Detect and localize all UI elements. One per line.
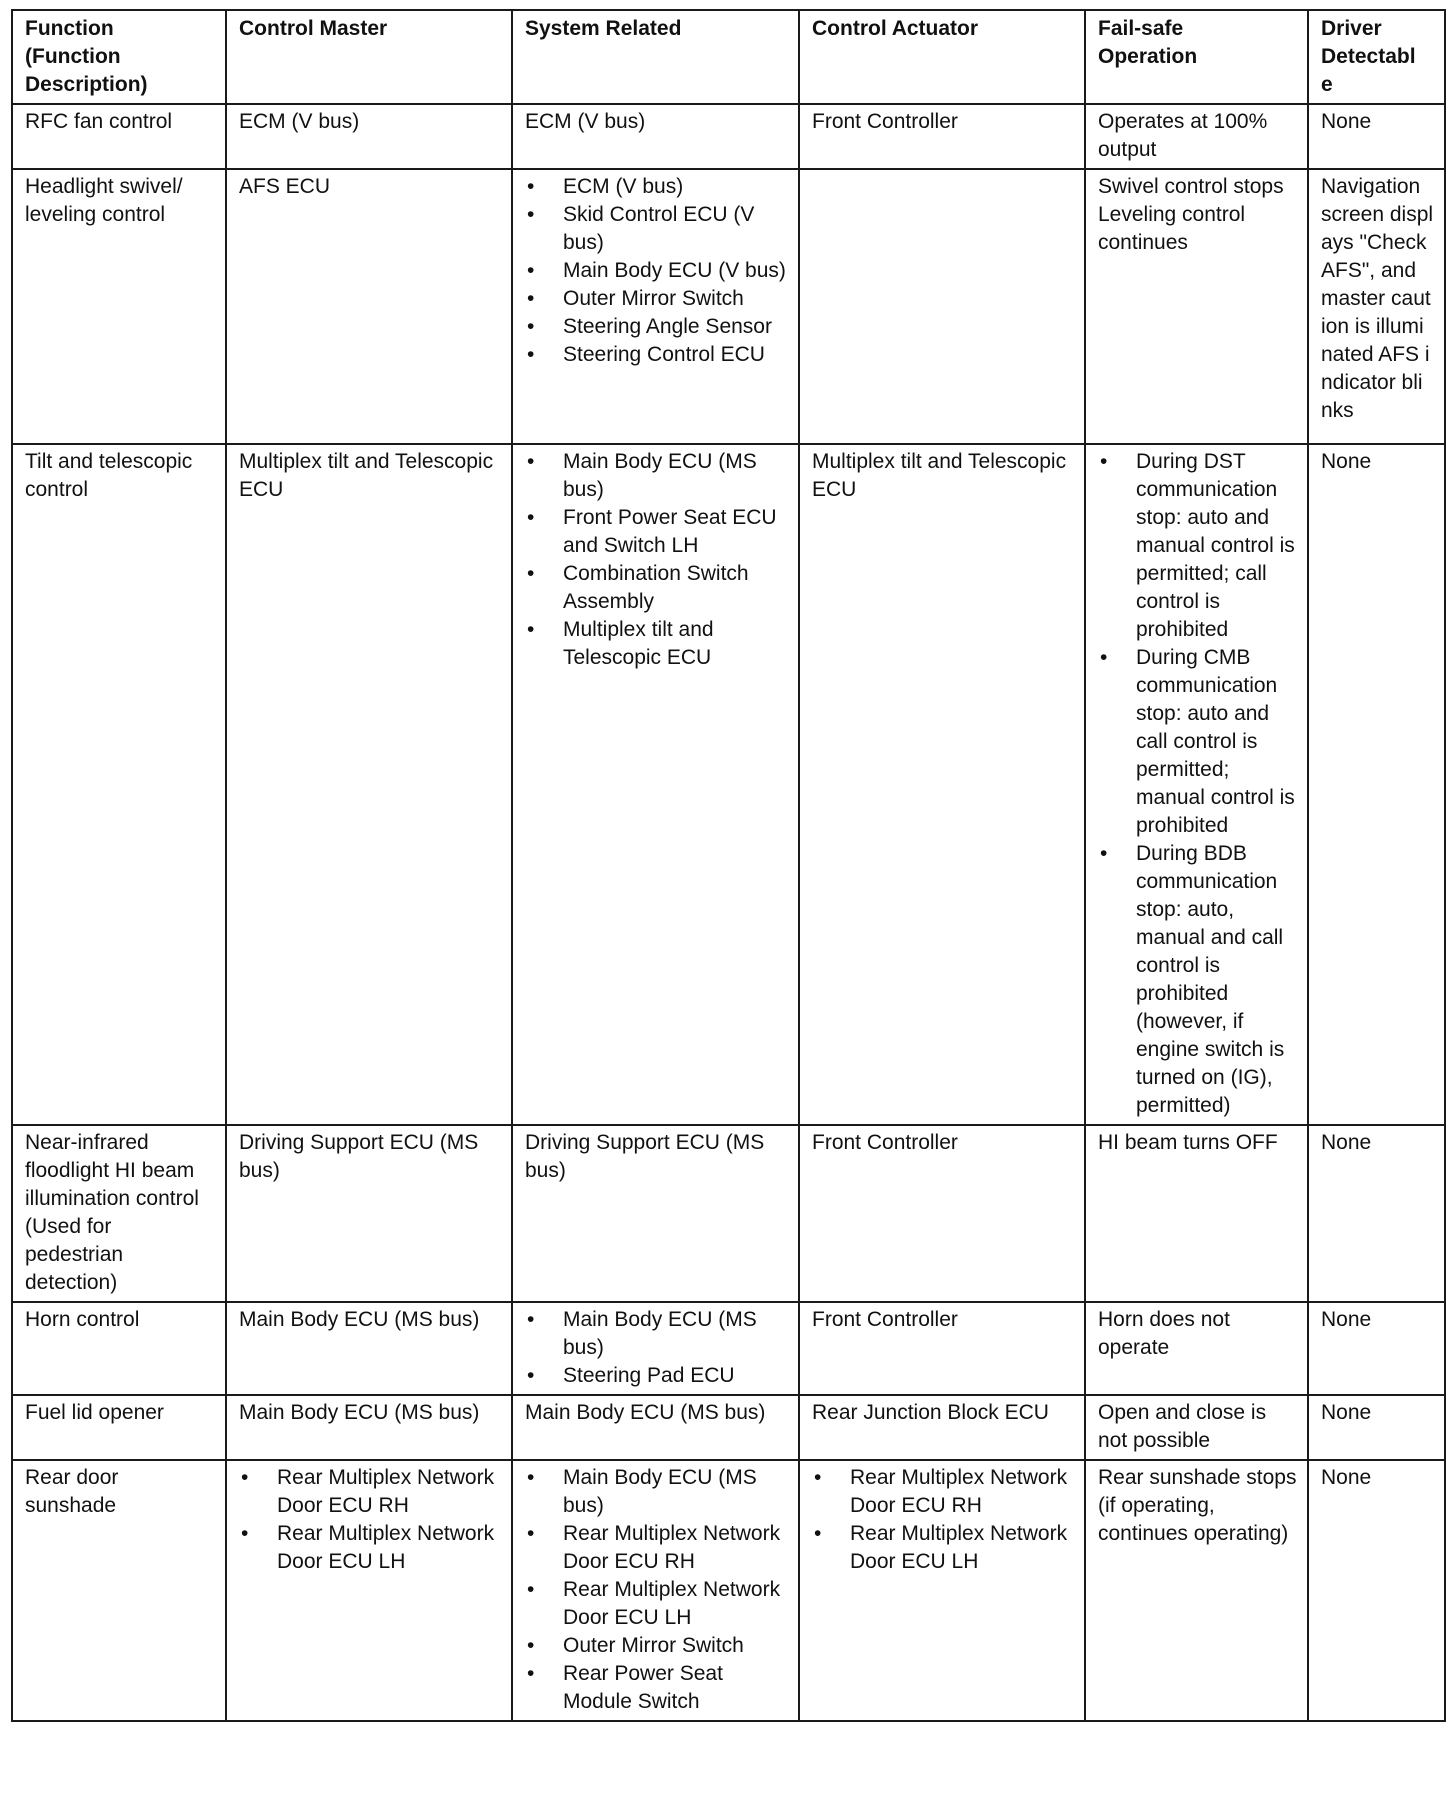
- header-line: Driver: [1321, 17, 1382, 40]
- header-line: Control Actuator: [812, 17, 979, 40]
- bullet-item: • Rear Multiplex Network Door ECU LH: [239, 1520, 501, 1576]
- header-line: Fail-safe: [1098, 17, 1184, 40]
- header-line: Control Master: [239, 17, 388, 40]
- system-related-cell: ECM (V bus): [512, 104, 799, 169]
- bullet-item: • Steering Control ECU: [525, 341, 788, 369]
- header-driver-detectable: [1308, 10, 1445, 104]
- function-cell: Fuel lid opener: [12, 1395, 226, 1460]
- header-control-master: [226, 10, 512, 104]
- fail-safe-cell: [1085, 444, 1308, 1125]
- function-cell: Near-infrared floodlight HI beam illumination control (Used for pedestrian detection): [12, 1125, 226, 1302]
- bullet-list: [1098, 448, 1297, 1120]
- system-related-cell: [512, 444, 799, 1125]
- bullet-item: • Rear Multiplex Network Door ECU LH: [525, 1576, 788, 1632]
- table-row: [12, 444, 1445, 1125]
- control-master-cell: ECM (V bus): [226, 104, 512, 169]
- header-line: Description): [25, 73, 148, 96]
- control-actuator-cell: Front Controller: [799, 1302, 1085, 1395]
- driver-detectable-cell: None: [1308, 1125, 1445, 1302]
- fail-safe-table: [11, 9, 1446, 1722]
- bullet-item: • Rear Multiplex Network Door ECU RH: [525, 1520, 788, 1576]
- table-body: [12, 104, 1445, 1721]
- function-cell: Horn control: [12, 1302, 226, 1395]
- bullet-item: • Steering Pad ECU: [525, 1362, 788, 1390]
- fail-safe-cell: Rear sunshade stops (if operating, continues operating): [1085, 1460, 1308, 1721]
- table-row: [12, 1460, 1445, 1721]
- table-row: [12, 1395, 1445, 1460]
- control-actuator-cell: Multiplex tilt and Telescopic ECU: [799, 444, 1085, 1125]
- bullet-item: • Outer Mirror Switch: [525, 1632, 788, 1660]
- system-related-cell: [512, 1302, 799, 1395]
- control-actuator-cell: Rear Junction Block ECU: [799, 1395, 1085, 1460]
- bullet-list: [525, 173, 788, 369]
- control-master-cell: AFS ECU: [226, 169, 512, 444]
- header-system-related: [512, 10, 799, 104]
- table-row: [12, 104, 1445, 169]
- fail-safe-cell: Horn does not operate: [1085, 1302, 1308, 1395]
- table-row: [12, 1125, 1445, 1302]
- bullet-list: [525, 1464, 788, 1716]
- system-related-cell: [512, 169, 799, 444]
- table-row: [12, 1302, 1445, 1395]
- system-related-cell: [512, 1460, 799, 1721]
- bullet-item: • Rear Multiplex Network Door ECU RH: [812, 1464, 1074, 1520]
- bullet-item: • ECM (V bus): [525, 173, 788, 201]
- system-related-cell: Main Body ECU (MS bus): [512, 1395, 799, 1460]
- bullet-item: • Main Body ECU (MS bus): [525, 1306, 788, 1362]
- control-master-cell: Multiplex tilt and Telescopic ECU: [226, 444, 512, 1125]
- control-actuator-cell: Front Controller: [799, 1125, 1085, 1302]
- function-cell: Headlight swivel/ leveling control: [12, 169, 226, 444]
- header-control-actuator: [799, 10, 1085, 104]
- header-row: [12, 10, 1445, 104]
- fail-safe-cell: Open and close is not possible: [1085, 1395, 1308, 1460]
- bullet-item: • Rear Multiplex Network Door ECU RH: [239, 1464, 501, 1520]
- control-actuator-cell: [799, 169, 1085, 444]
- bullet-item: • During BDB communication stop: auto, manual and call control is prohibited (however, if engine switch is turned on (IG), permitted): [1098, 840, 1297, 1120]
- fail-safe-cell: Swivel control stops Leveling control continues: [1085, 169, 1308, 444]
- header-fail-safe-operation: [1085, 10, 1308, 104]
- bullet-item: • Steering Angle Sensor: [525, 313, 788, 341]
- driver-detectable-cell: Navigation screen displays "Check AFS", and master caution is illuminated AFS indicator blinks: [1308, 169, 1445, 444]
- control-actuator-cell: [799, 1460, 1085, 1721]
- system-related-cell: Driving Support ECU (MS bus): [512, 1125, 799, 1302]
- bullet-item: • Skid Control ECU (V bus): [525, 201, 788, 257]
- header-line: e: [1321, 73, 1333, 96]
- header-line: Operation: [1098, 45, 1198, 68]
- header-function: [12, 10, 226, 104]
- bullet-list: [812, 1464, 1074, 1576]
- header-line: Function: [25, 17, 114, 40]
- bullet-item: • Outer Mirror Switch: [525, 285, 788, 313]
- header-line: Detectabl: [1321, 45, 1416, 68]
- driver-detectable-cell: None: [1308, 1460, 1445, 1721]
- fail-safe-cell: HI beam turns OFF: [1085, 1125, 1308, 1302]
- bullet-item: • Multiplex tilt and Telescopic ECU: [525, 616, 788, 672]
- driver-detectable-cell: None: [1308, 444, 1445, 1125]
- bullet-item: • Main Body ECU (MS bus): [525, 448, 788, 504]
- fail-safe-cell: Operates at 100% output: [1085, 104, 1308, 169]
- bullet-item: • Main Body ECU (V bus): [525, 257, 788, 285]
- control-actuator-cell: Front Controller: [799, 104, 1085, 169]
- table-row: [12, 169, 1445, 444]
- control-master-cell: Driving Support ECU (MS bus): [226, 1125, 512, 1302]
- bullet-item: • Main Body ECU (MS bus): [525, 1464, 788, 1520]
- driver-detectable-cell: None: [1308, 1395, 1445, 1460]
- bullet-list: [239, 1464, 501, 1576]
- bullet-list: [525, 1306, 788, 1390]
- function-cell: Rear door sunshade: [12, 1460, 226, 1721]
- driver-detectable-cell: None: [1308, 104, 1445, 169]
- driver-detectable-cell: None: [1308, 1302, 1445, 1395]
- control-master-cell: [226, 1460, 512, 1721]
- bullet-item: • During CMB communication stop: auto and call control is permitted; manual control is prohibited: [1098, 644, 1297, 840]
- control-master-cell: Main Body ECU (MS bus): [226, 1302, 512, 1395]
- control-master-cell: Main Body ECU (MS bus): [226, 1395, 512, 1460]
- bullet-item: • During DST communication stop: auto and manual control is permitted; call control is prohibited: [1098, 448, 1297, 644]
- bullet-item: • Front Power Seat ECU and Switch LH: [525, 504, 788, 560]
- function-cell: RFC fan control: [12, 104, 226, 169]
- bullet-list: [525, 448, 788, 672]
- function-cell: Tilt and telescopic control: [12, 444, 226, 1125]
- bullet-item: • Combination Switch Assembly: [525, 560, 788, 616]
- bullet-item: • Rear Multiplex Network Door ECU LH: [812, 1520, 1074, 1576]
- header-line: (Function: [25, 45, 121, 68]
- bullet-item: • Rear Power Seat Module Switch: [525, 1660, 788, 1716]
- header-line: System Related: [525, 17, 682, 40]
